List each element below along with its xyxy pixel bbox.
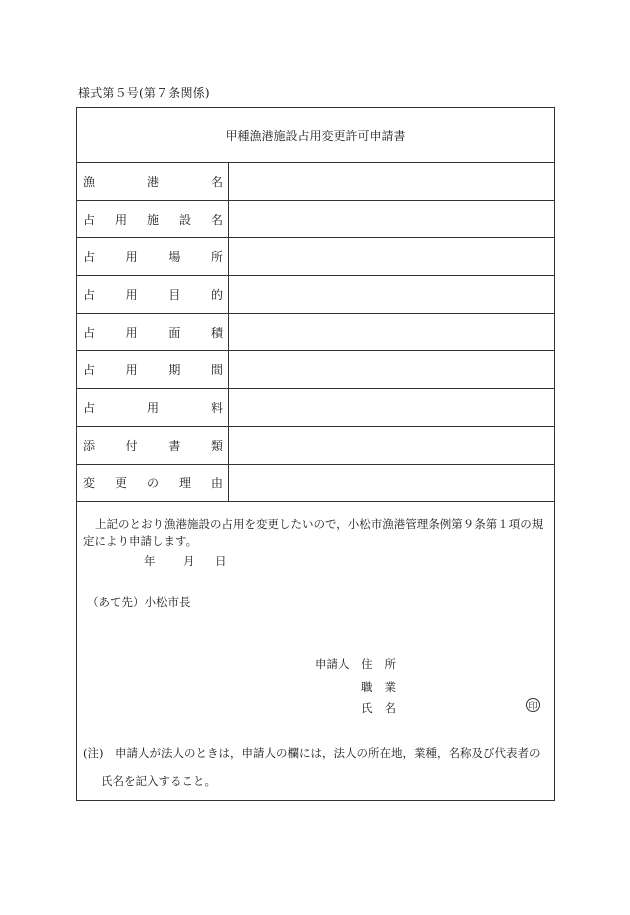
date-year: 年 bbox=[144, 554, 156, 568]
row-value-field[interactable] bbox=[229, 238, 554, 275]
row-label-char: 占 bbox=[83, 363, 96, 378]
table-row bbox=[77, 351, 554, 389]
row-value-field[interactable] bbox=[229, 389, 554, 426]
row-label bbox=[83, 163, 223, 200]
table-row bbox=[77, 465, 554, 503]
row-label-char: 付 bbox=[125, 438, 138, 453]
row-label bbox=[83, 276, 223, 313]
row-label bbox=[83, 465, 223, 502]
row-label bbox=[83, 314, 223, 351]
table-row bbox=[77, 163, 554, 201]
row-label-char: 類 bbox=[210, 438, 223, 453]
row-label-char: 書 bbox=[168, 438, 181, 453]
table-row bbox=[77, 427, 554, 465]
address-label: 住所 bbox=[361, 657, 408, 671]
addressee: （あて先）小松市長 bbox=[87, 595, 191, 609]
field-rows bbox=[77, 163, 554, 502]
table-row bbox=[77, 276, 554, 314]
row-label-char: 用 bbox=[146, 400, 159, 415]
row-value-field[interactable] bbox=[229, 351, 554, 388]
row-label-char: 用 bbox=[125, 250, 138, 265]
row-label bbox=[83, 201, 223, 238]
row-value-field[interactable] bbox=[229, 163, 554, 200]
row-label-char: 料 bbox=[210, 400, 223, 415]
row-value-field[interactable] bbox=[229, 427, 554, 464]
note bbox=[83, 739, 553, 795]
row-label-char: 占 bbox=[83, 287, 96, 302]
row-label bbox=[83, 427, 223, 464]
row-label bbox=[83, 351, 223, 388]
row-label-char: 理 bbox=[178, 476, 191, 491]
row-label bbox=[83, 389, 223, 426]
applicant-label: 申請人 bbox=[315, 657, 350, 671]
application-statement: 上記のとおり漁港施設の占用を変更したいので，小松市漁港管理条例第９条第１項の規定により申請します。 bbox=[83, 517, 544, 548]
row-label-char: 設 bbox=[178, 212, 191, 227]
row-label-char: 用 bbox=[125, 287, 138, 302]
row-label-char: 名 bbox=[210, 174, 223, 189]
table-row bbox=[77, 389, 554, 427]
row-value-field[interactable] bbox=[229, 276, 554, 313]
row-label-char: 占 bbox=[83, 325, 96, 340]
occupation-label: 職業 bbox=[361, 680, 408, 694]
row-label-char: 漁 bbox=[83, 174, 96, 189]
row-value-field[interactable] bbox=[229, 314, 554, 351]
name-label: 氏名 bbox=[361, 701, 408, 715]
row-label-char: 港 bbox=[146, 174, 159, 189]
note-line-1: (注) 申請人が法人のときは，申請人の欄には，法人の所在地，業種，名称及び代表者の bbox=[83, 746, 541, 760]
row-label-char: 由 bbox=[210, 476, 223, 491]
row-label-char: 的 bbox=[210, 287, 223, 302]
row-label-char: 積 bbox=[210, 325, 223, 340]
row-label-char: 期 bbox=[168, 363, 181, 378]
row-label-char: 間 bbox=[210, 363, 223, 378]
row-label-char: 用 bbox=[114, 212, 127, 227]
table-row bbox=[77, 314, 554, 352]
date-month: 月 bbox=[183, 554, 195, 568]
form-code: 様式第５号(第７条関係) bbox=[78, 86, 210, 100]
row-label-char: 占 bbox=[83, 400, 96, 415]
table-row bbox=[77, 238, 554, 276]
row-value-field[interactable] bbox=[229, 465, 554, 502]
note-line-2: 氏名を記入すること。 bbox=[101, 774, 216, 788]
row-value-field[interactable] bbox=[229, 201, 554, 238]
row-label-char: 面 bbox=[168, 325, 181, 340]
row-label-char: 施 bbox=[146, 212, 159, 227]
row-label-char: の bbox=[146, 476, 159, 491]
table-row bbox=[77, 201, 554, 239]
row-label-char: 用 bbox=[125, 363, 138, 378]
row-label-char: 用 bbox=[125, 325, 138, 340]
application-form bbox=[76, 107, 555, 801]
row-label-char: 更 bbox=[114, 476, 127, 491]
row-label-char: 変 bbox=[83, 476, 96, 491]
row-label-char: 目 bbox=[168, 287, 181, 302]
row-label-char: 名 bbox=[210, 212, 223, 227]
row-label-char: 占 bbox=[83, 250, 96, 265]
row-label-char: 占 bbox=[83, 212, 96, 227]
seal-mark: 印 bbox=[526, 698, 540, 712]
row-label-char: 場 bbox=[168, 250, 181, 265]
date-day: 日 bbox=[215, 554, 227, 568]
row-label-char: 所 bbox=[210, 250, 223, 265]
form-title: 甲種漁港施設占用変更許可申請書 bbox=[77, 108, 554, 163]
row-label-char: 添 bbox=[83, 438, 96, 453]
row-label bbox=[83, 238, 223, 275]
